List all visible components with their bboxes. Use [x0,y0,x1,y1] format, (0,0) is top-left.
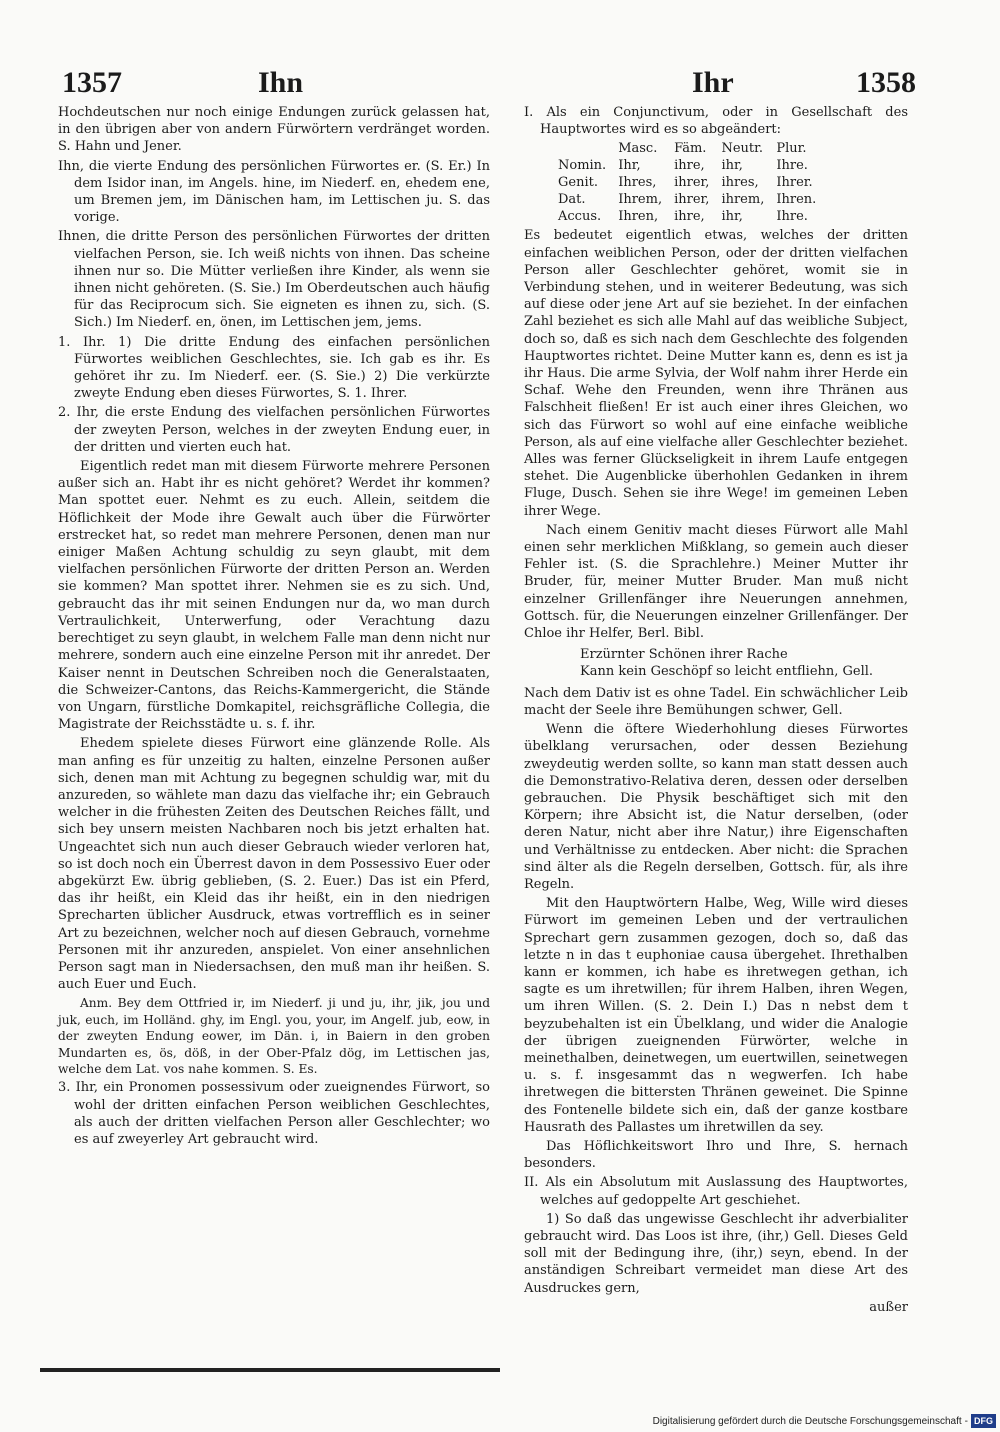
paragraph: Nach dem Dativ ist es ohne Tadel. Ein schwächlicher Leib macht der Seele ihre Bemühungen schwer, Gell. [524,685,908,718]
paragraph: Es bedeutet eigentlich etwas, welches der dritten einfachen weiblichen Person, oder der dritten vielfachen Person aller Geschlechter gehöret, womit sie in Verbindung stehen, und in weiterer Bedeutung, was sich auf diese oder jene Art auf sie beziehet. In der einfachen Zahl beziehet es sich alle Mahl auf das weibliche Subject, doch so, daß es sich nach dem Geschlechte des folgenden Hauptwortes richtet. Deine Mutter kann es, denn es ist ja ihr Haus. Die arme Sylvia, der Wolf nahm ihrer Herde ein Schaf. Wehe den Freunden, wenn ihre Thränen aus Falschheit fließen! Er ist auch einer ihres Gleichen, wo sich das Fürwort so wohl auf eine einfache weibliche Person, als auf eine vielfache aller Geschlechter beziehet. Alles was ferner Glückseligkeit in ihrem Laufe entgegen stehet. Die Augenblicke überhohlen Gedanken in ihrem Fluge, Dusch. Sehen sie ihre Wege! im gemeinen Leben ihrer Wege. [524,228,908,519]
catchword: außer [869,1299,908,1315]
running-head-right: Ihr [692,66,734,99]
table-cell: ihrem, [721,192,765,208]
section-heading: II. Als ein Absolutum mit Auslassung des Hauptwortes, welches auf gedoppelte Art geschiehet. [524,1175,908,1208]
table-row [558,208,828,225]
declension-table [558,140,828,225]
entry-ihn: Ihn, die vierte Endung des persönlichen Fürwortes er. (S. Er.) In dem Isidor inan, im Angels. hine, im Niederf. en, ehedem ene, um Bremen jem, im Dänischen ham, im Lettischen ju. S. das vorige. [58,158,490,226]
table-cell: Ihr, [618,158,641,174]
table-cell: Dat. [558,192,586,208]
table-cell: Ihren. [776,192,817,208]
section-heading: I. Als ein Conjunctivum, oder in Gesellschaft des Hauptwortes wird es so abgeändert: [524,105,908,138]
running-head-left: Ihn [258,66,304,99]
table-header: Neutr. [721,141,764,157]
annotation: Anm. Bey dem Ottfried ir, im Niederf. ji und ju, ihr, jik, jou und juk, euch, im Holländ. ghy, im Engl. you, your, im Angelf. jub, eow, in der zweyten Endung eower, im Dän. i, in Baiern in den groben Mundarten es, ös, döß, in der Ober-Pfalz dög, im Lettischen jas, welche dem Lat. vos nahe kommen. S. Es. [58,996,490,1076]
bottom-rule [40,1368,500,1372]
page-number-right: 1358 [856,66,916,99]
table-cell: Ihre. [776,158,808,174]
table-cell: Ihre. [776,209,808,225]
paragraph: 1) So daß das ungewisse Geschlecht ihr adverbialiter gebraucht wird. Das Loos ist ihre, (ihr,) Gell. Dieses Geld soll mit der Bedingung ihre, (ihr,) seyn, ebend. In der anständigen Schreibart vermeidet man diese Art des Ausdruckes gern, [524,1211,908,1296]
table-cell: Accus. [558,209,602,225]
table-header: Plur. [776,141,807,157]
entry-ihnen: Ihnen, die dritte Person des persönlichen Fürwortes der dritten vielfachen Person, sie. Ich weiß nichts von ihnen. Das scheine ihnen nur so. Die Mütter verließen ihre Kinder, als wenn sie ihnen nicht gehöreten. (S. Sie.) Im Oberdeutschen auch häufig für das Reciprocum sich. Sie eigneten es ihnen zu, sich. (S. Sich.) Im Niederf. en, önen, im Lettischen jem, jems. [58,229,490,331]
paragraph: Hochdeutschen nur noch einige Endungen zurück gelassen hat, in den übrigen aber von andern Fürwörtern verdränget worden. S. Hahn und Jener. [58,105,490,155]
paragraph: Wenn die öftere Wiederhohlung dieses Fürwortes übelklang verursachen, oder dessen Beziehung zweydeutig werden sollte, so kann man statt dessen auch die Demonstrativo-Relativa deren, dessen oder derselben gebrauchen. Die Physik beschäftiget sich mit den Körpern; ihre Absicht ist, die Natur derselben, (oder deren Natur, nicht aber ihre Natur,) ihre Eigenschaften und Verhältnisse zu entdecken. Aber nicht: die Sprachen sind älter als die Regeln derselben, Gottsch. für, als ihre Regeln. [524,722,908,892]
right-column [524,104,908,1318]
verse-line: Kann kein Geschöpf so leicht entfliehn, Gell. [580,664,874,680]
page-number-left: 1357 [62,66,122,99]
entry-ihr-3: 3. Ihr, ein Pronomen possessivum oder zueignendes Fürwort, so wohl der dritten einfachen Person weiblichen Geschlechtes, als auch der dritten vielfachen Person aller Geschlechter; wo es auf zweyerley Art gebraucht wird. [58,1080,490,1147]
entry-ihr-2: 2. Ihr, die erste Endung des vielfachen persönlichen Fürwortes der zweyten Person, welches in der zweyten Endung euer, in der dritten und vierten euch hat. [58,405,490,455]
verse-line: Erzürnter Schönen ihrer Rache [580,647,788,663]
table-row [558,157,828,174]
table-header-row [558,140,828,157]
table-cell: ihre, [674,209,705,225]
paragraph: Nach einem Genitiv macht dieses Fürwort alle Mahl einen sehr merklichen Mißklang, so gemein auch dieser Fehler ist. (S. die Sprachlehre.) Meiner Mutter ihr Bruder, für, meiner Mutter Bruder. Man muß nicht einzelner Grillenfänger ihre Neuerungen annehmen, Gottsch. für, die Neuerungen einzelner Grillenfänger. Der Chloe ihr Helfer, Berl. Bibl. [524,522,908,642]
table-row [558,174,828,191]
paragraph: Mit den Hauptwörtern Halbe, Weg, Wille wird dieses Fürwort im gemeinen Leben und der vertraulichen Sprechart gern zusammen gezogen, doch so, daß das letzte n in das t euphoniae causa übergehet. Ihrethalben kann er kommen, ich habe es ihretwegen gethan, ich sagte es um ihretwillen; für ihrem Halben, ihren Wegen, um ihren Willen. (S. 2. Dein I.) Das n nebst dem t beyzubehalten ist ein Übelklang, und wider die Analogie der übrigen zueignenden Fürwörter, welche in meinethalben, deinetwegen, um euertwillen, seinetwegen u. s. f. insgesammt das n wegwerfen. Ich habe ihretwegen die bittersten Thränen geweinet. Die Spinne des Fontenelle bildete sich ein, daß der ganze kostbare Hausrath des Pallastes um ihretwillen da sey. [524,896,908,1135]
table-cell: ihrer, [674,175,710,191]
table-cell: Ihrem, [618,192,663,208]
table-header: Fäm. [674,141,707,157]
table-cell: Genit. [558,175,598,191]
digitization-footer: Digitalisierung gefördert durch die Deutsche Forschungsgemeinschaft - DFG [653,1414,996,1428]
table-cell: ihrer, [674,192,710,208]
footer-credit: Digitalisierung gefördert durch die Deutsche Forschungsgemeinschaft [652,1415,962,1427]
table-cell: ihres, [721,175,759,191]
table-cell: ihr, [721,158,743,174]
paragraph: Ehedem spielete dieses Fürwort eine glänzende Rolle. Als man anfing es für unzeitig zu halten, einzelne Personen außer sich, denen man mit Achtung zu begegnen schuldig war, mit du anzureden, so wählete man dazu das vielfache ihr; ein Gebrauch welcher in die frühesten Zeiten des Deutschen Reiches fällt, und sich bey unsern meisten Nachbaren noch bis jetzt erhalten hat. Ungeachtet sich nun auch dieser Gebrauch wieder verloren hat, so ist doch noch ein Überrest davon in dem Possessivo Euer oder abgekürzt Ew. übrig geblieben, (S. 2. Euer.) Das ist ein Pferd, das ihr heißt, ein Kleid das ihr heißt, ein in den niedrigen Sprecharten üblicher Ausdruck, etwas vortrefflich es in seiner Art zu bezeichnen, welcher noch auf diesen Gebrauch, vornehme Personen mit ihr anzureden, anspielet. Von einer ansehnlichen Person sagt man in Niedersachsen, den muß man ihr heißen. S. auch Euer und Euch. [58,736,490,993]
paragraph: Eigentlich redet man mit diesem Fürworte mehrere Personen außer sich an. Habt ihr es nicht gehöret? Werdet ihr kommen? Man spottet euer. Nehmt es zu euch. Allein, seitdem die Höflichkeit der Mode ihre Gewalt auch über die Fürwörter erstrecket hat, so redet man mehrere Personen, denen man nur einiger Maßen Achtung schuldig zu seyn glaubt, mit dem vielfachen persönlichen Fürworte der dritten Person an. Werden sie kommen? Man spottet ihrer. Nehmen sie es zu sich. Und, gebraucht das ihr mit seinen Endungen nur da, wo man durch Vertraulichkeit, Unterwerfung, oder Verachtung dazu berechtiget zu seyn glaubt, in welchem Falle man denn nicht nur mehrere, sondern auch eine einzelne Person mit ihr anredet. Der Kaiser nennt in Deutschen Schreiben noch die Generalstaaten, die Schweizer-Cantons, das Reichs-Kammergericht, die Stände von Ungarn, fürstliche Domkapitel, reichsgräfliche Collegia, die Magistrate der Reichsstädte u. s. f. ihr. [58,459,490,733]
table-cell: Ihres, [618,175,657,191]
table-cell: ihre, [674,158,705,174]
table-cell: ihr, [721,209,743,225]
dfg-logo-icon: DFG [971,1414,996,1428]
entry-ihr-1: 1. Ihr. 1) Die dritte Endung des einfachen persönlichen Fürwortes weiblichen Geschlechtes, sie. Ich gab es ihr. Es gehöret ihr zu. Im Niederf. eer. (S. Sie.) 2) Die verkürzte zweyte Endung eben dieses Fürwortes, S. 1. Ihrer. [58,334,490,402]
paragraph: Das Höflichkeitswort Ihro und Ihre, S. hernach besonders. [524,1138,908,1172]
table-cell: Nomin. [558,158,607,174]
quoted-verse [524,646,908,680]
page-header [0,66,1000,106]
table-cell: Ihrer. [776,175,813,191]
left-column [58,104,490,1150]
table-cell: Ihren, [618,209,659,225]
table-header: Masc. [618,141,658,157]
table-row [558,191,828,208]
